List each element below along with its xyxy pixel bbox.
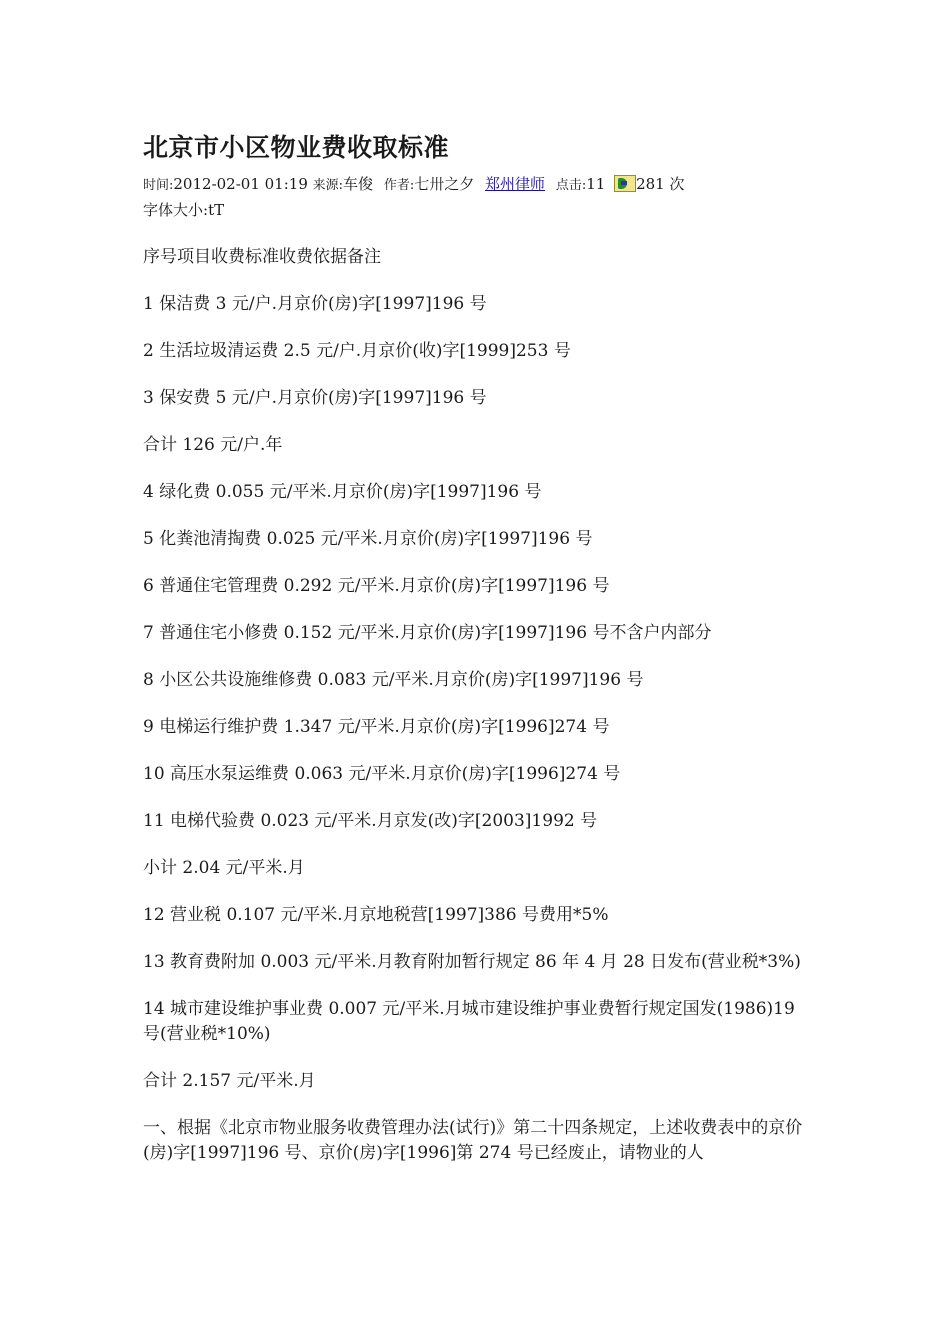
fee-row: 2 生活垃圾清运费 2.5 元/户.月京价(收)字[1999]253 号 — [143, 341, 571, 361]
fee-row: 13 教育费附加 0.003 元/平米.月教育附加暂行规定 86 年 4 月 28 日发布(营业税*3%) — [143, 952, 801, 972]
article — [143, 128, 808, 1188]
time-label: 时间: — [143, 178, 174, 193]
fee-subtotal: 小计 2.04 元/平米.月 — [143, 858, 305, 878]
fee-row: 14 城市建设维护事业费 0.007 元/平米.月城市建设维护事业费暂行规定国发(1986)19 号(营业税*10%) — [143, 999, 795, 1044]
font-size-label: 字体大小: — [143, 201, 209, 219]
source-name: 车俊 — [343, 175, 374, 193]
lawyer-link[interactable]: 郑州律师 — [485, 175, 546, 193]
fee-subtotal: 合计 126 元/户.年 — [143, 435, 283, 455]
font-size-control — [143, 198, 808, 223]
fee-total: 合计 2.157 元/平米.月 — [143, 1071, 316, 1091]
fee-row: 10 高压水泵运维费 0.063 元/平米.月京价(房)字[1996]274 号 — [143, 764, 621, 784]
author-label: 作者: — [383, 178, 415, 193]
clicks-label: 点击: — [555, 178, 587, 193]
fee-row: 4 绿化费 0.055 元/平米.月京价(房)字[1997]196 号 — [143, 482, 542, 502]
fee-table-header: 序号项目收费标准收费依据备注 — [143, 247, 381, 267]
fee-row: 5 化粪池清掏费 0.025 元/平米.月京价(房)字[1997]196 号 — [143, 529, 593, 549]
source-label: 来源: — [312, 178, 344, 193]
fee-row: 12 营业税 0.107 元/平米.月京地税营[1997]386 号费用*5% — [143, 905, 609, 925]
hits-counter-icon — [614, 175, 636, 192]
fee-row: 8 小区公共设施维修费 0.083 元/平米.月京价(房)字[1997]196 号 — [143, 670, 644, 690]
author-name: 七卅之夕 — [414, 175, 475, 193]
article-body — [143, 245, 808, 1166]
font-size-toggle[interactable]: tT — [208, 201, 225, 219]
clicks-count: 11 — [586, 175, 606, 193]
body-paragraph: 一、根据《北京市物业服务收费管理办法(试行)》第二十四条规定，上述收费表中的京价(房)字[1997]196 号、京价(房)字[1996]第 274 号已经废止，请物业的人 — [143, 1118, 803, 1163]
fee-row: 11 电梯代验费 0.023 元/平米.月京发(改)字[2003]1992 号 — [143, 811, 598, 831]
article-title: 北京市小区物业费收取标准 — [143, 133, 450, 162]
fee-row: 9 电梯运行维护费 1.347 元/平米.月京价(房)字[1996]274 号 — [143, 717, 610, 737]
hits-count: 281 次 — [636, 175, 685, 193]
article-meta — [143, 172, 808, 198]
fee-row: 3 保安费 5 元/户.月京价(房)字[1997]196 号 — [143, 388, 487, 408]
fee-row: 6 普通住宅管理费 0.292 元/平米.月京价(房)字[1997]196 号 — [143, 576, 610, 596]
fee-row: 7 普通住宅小修费 0.152 元/平米.月京价(房)字[1997]196 号不含户内部分 — [143, 623, 712, 643]
fee-row: 1 保洁费 3 元/户.月京价(房)字[1997]196 号 — [143, 294, 487, 314]
publish-time: 2012-02-01 01:19 — [173, 175, 308, 193]
